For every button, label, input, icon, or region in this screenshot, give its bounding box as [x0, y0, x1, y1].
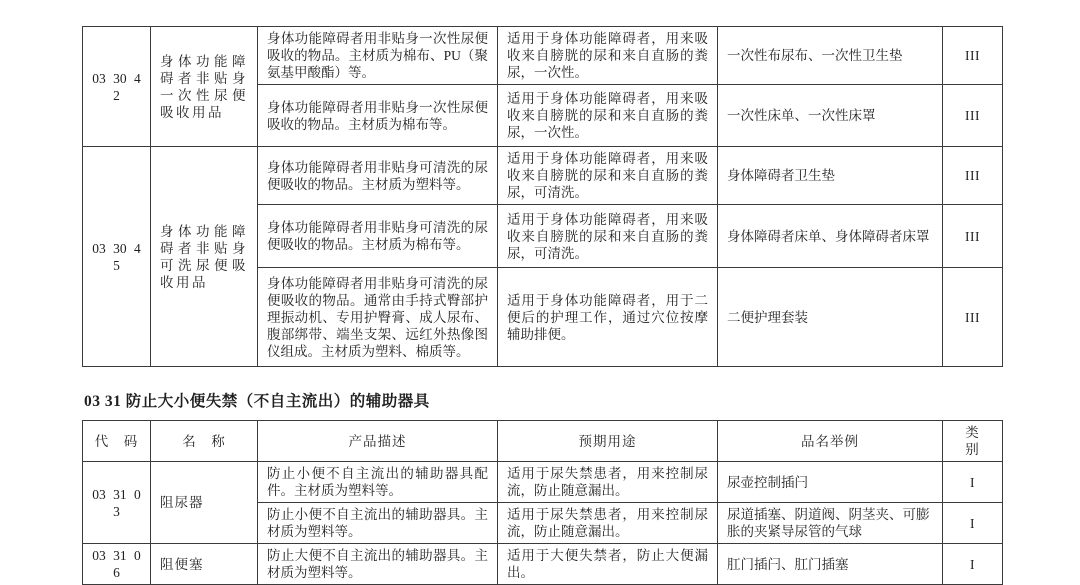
product-examples-cell: 尿壶控制插闩: [718, 462, 943, 503]
category-cell: III: [943, 147, 1003, 205]
code-cell: 03 31 06: [83, 544, 151, 585]
product-examples-cell: 尿道插塞、阴道阀、阴茎夹、可膨胀的夹紧导尿管的气球: [718, 503, 943, 544]
header-code: 代 码: [83, 421, 151, 462]
product-examples-cell: 身体障碍者卫生垫: [718, 147, 943, 205]
name-cell: 阻便塞: [151, 544, 258, 585]
product-description-cell: 防止小便不自主流出的辅助器具。主材质为塑料等。: [258, 503, 498, 544]
table-row: [83, 147, 1003, 205]
code-cell: 03 30 42: [83, 27, 151, 147]
intended-use-cell: 适用于尿失禁患者，用来控制尿流，防止随意漏出。: [498, 503, 718, 544]
product-examples-cell: 肛门插闩、肛门插塞: [718, 544, 943, 585]
category-cell: I: [943, 503, 1003, 544]
category-cell: I: [943, 544, 1003, 585]
header-description: 产品描述: [258, 421, 498, 462]
code-cell: 03 31 03: [83, 462, 151, 544]
code-cell: 03 30 45: [83, 147, 151, 367]
section-title: 03 31 防止大小便失禁（不自主流出）的辅助器具: [84, 393, 430, 410]
table-row: [83, 544, 1003, 585]
intended-use-cell: 适用于尿失禁患者，用来控制尿流，防止随意漏出。: [498, 462, 718, 503]
intended-use-cell: 适用于大便失禁者，防止大便漏出。: [498, 544, 718, 585]
category-cell: III: [943, 268, 1003, 367]
name-cell: 身体功能障碍者非贴身可洗尿便吸收用品: [151, 147, 258, 367]
category-cell: III: [943, 205, 1003, 268]
product-description-cell: 身体功能障碍者用非贴身一次性尿便吸收的物品。主材质为棉布等。: [258, 85, 498, 147]
table-row: [83, 462, 1003, 503]
header-examples: 品名举例: [718, 421, 943, 462]
product-examples-cell: 身体障碍者床单、身体障碍者床罩: [718, 205, 943, 268]
product-examples-cell: 一次性布尿布、一次性卫生垫: [718, 27, 943, 85]
table-header-row: [83, 421, 1003, 462]
intended-use-cell: 适用于身体功能障碍者，用来吸收来自膀胱的尿和来自直肠的粪尿，可清洗。: [498, 205, 718, 268]
intended-use-cell: 适用于身体功能障碍者，用来吸收来自膀胱的尿和来自直肠的粪尿，一次性。: [498, 85, 718, 147]
header-category: 类 别: [943, 421, 1003, 462]
intended-use-cell: 适用于身体功能障碍者，用来吸收来自膀胱的尿和来自直肠的粪尿，可清洗。: [498, 147, 718, 205]
name-cell: 身体功能障碍者非贴身一次性尿便吸收用品: [151, 27, 258, 147]
category-cell: III: [943, 27, 1003, 85]
category-cell: I: [943, 462, 1003, 503]
category-cell: III: [943, 85, 1003, 147]
upper-classification-table: [82, 26, 1003, 367]
header-name: 名 称: [151, 421, 258, 462]
intended-use-cell: 适用于身体功能障碍者，用来吸收来自膀胱的尿和来自直肠的粪尿，一次性。: [498, 27, 718, 85]
product-description-cell: 防止小便不自主流出的辅助器具配件。主材质为塑料等。: [258, 462, 498, 503]
name-cell: 阻尿器: [151, 462, 258, 544]
product-description-cell: 身体功能障碍者用非贴身可清洗的尿便吸收的物品。主材质为塑料等。: [258, 147, 498, 205]
header-intended-use: 预期用途: [498, 421, 718, 462]
product-description-cell: 身体功能障碍者用非贴身一次性尿便吸收的物品。主材质为棉布、PU（聚氨基甲酸酯）等。: [258, 27, 498, 85]
product-description-cell: 身体功能障碍者用非贴身可清洗的尿便吸收的物品。通常由手持式臀部护理振动机、专用护臀膏、成人尿布、腹部绑带、端坐支架、远红外热像图仪组成。主材质为塑料、棉质等。: [258, 268, 498, 367]
product-description-cell: 防止大便不自主流出的辅助器具。主材质为塑料等。: [258, 544, 498, 585]
product-examples-cell: 二便护理套装: [718, 268, 943, 367]
product-examples-cell: 一次性床单、一次性床罩: [718, 85, 943, 147]
lower-classification-table: [82, 420, 1003, 585]
table-row: [83, 27, 1003, 85]
intended-use-cell: 适用于身体功能障碍者，用于二便后的护理工作，通过穴位按摩辅助排便。: [498, 268, 718, 367]
product-description-cell: 身体功能障碍者用非贴身可清洗的尿便吸收的物品。主材质为棉布等。: [258, 205, 498, 268]
